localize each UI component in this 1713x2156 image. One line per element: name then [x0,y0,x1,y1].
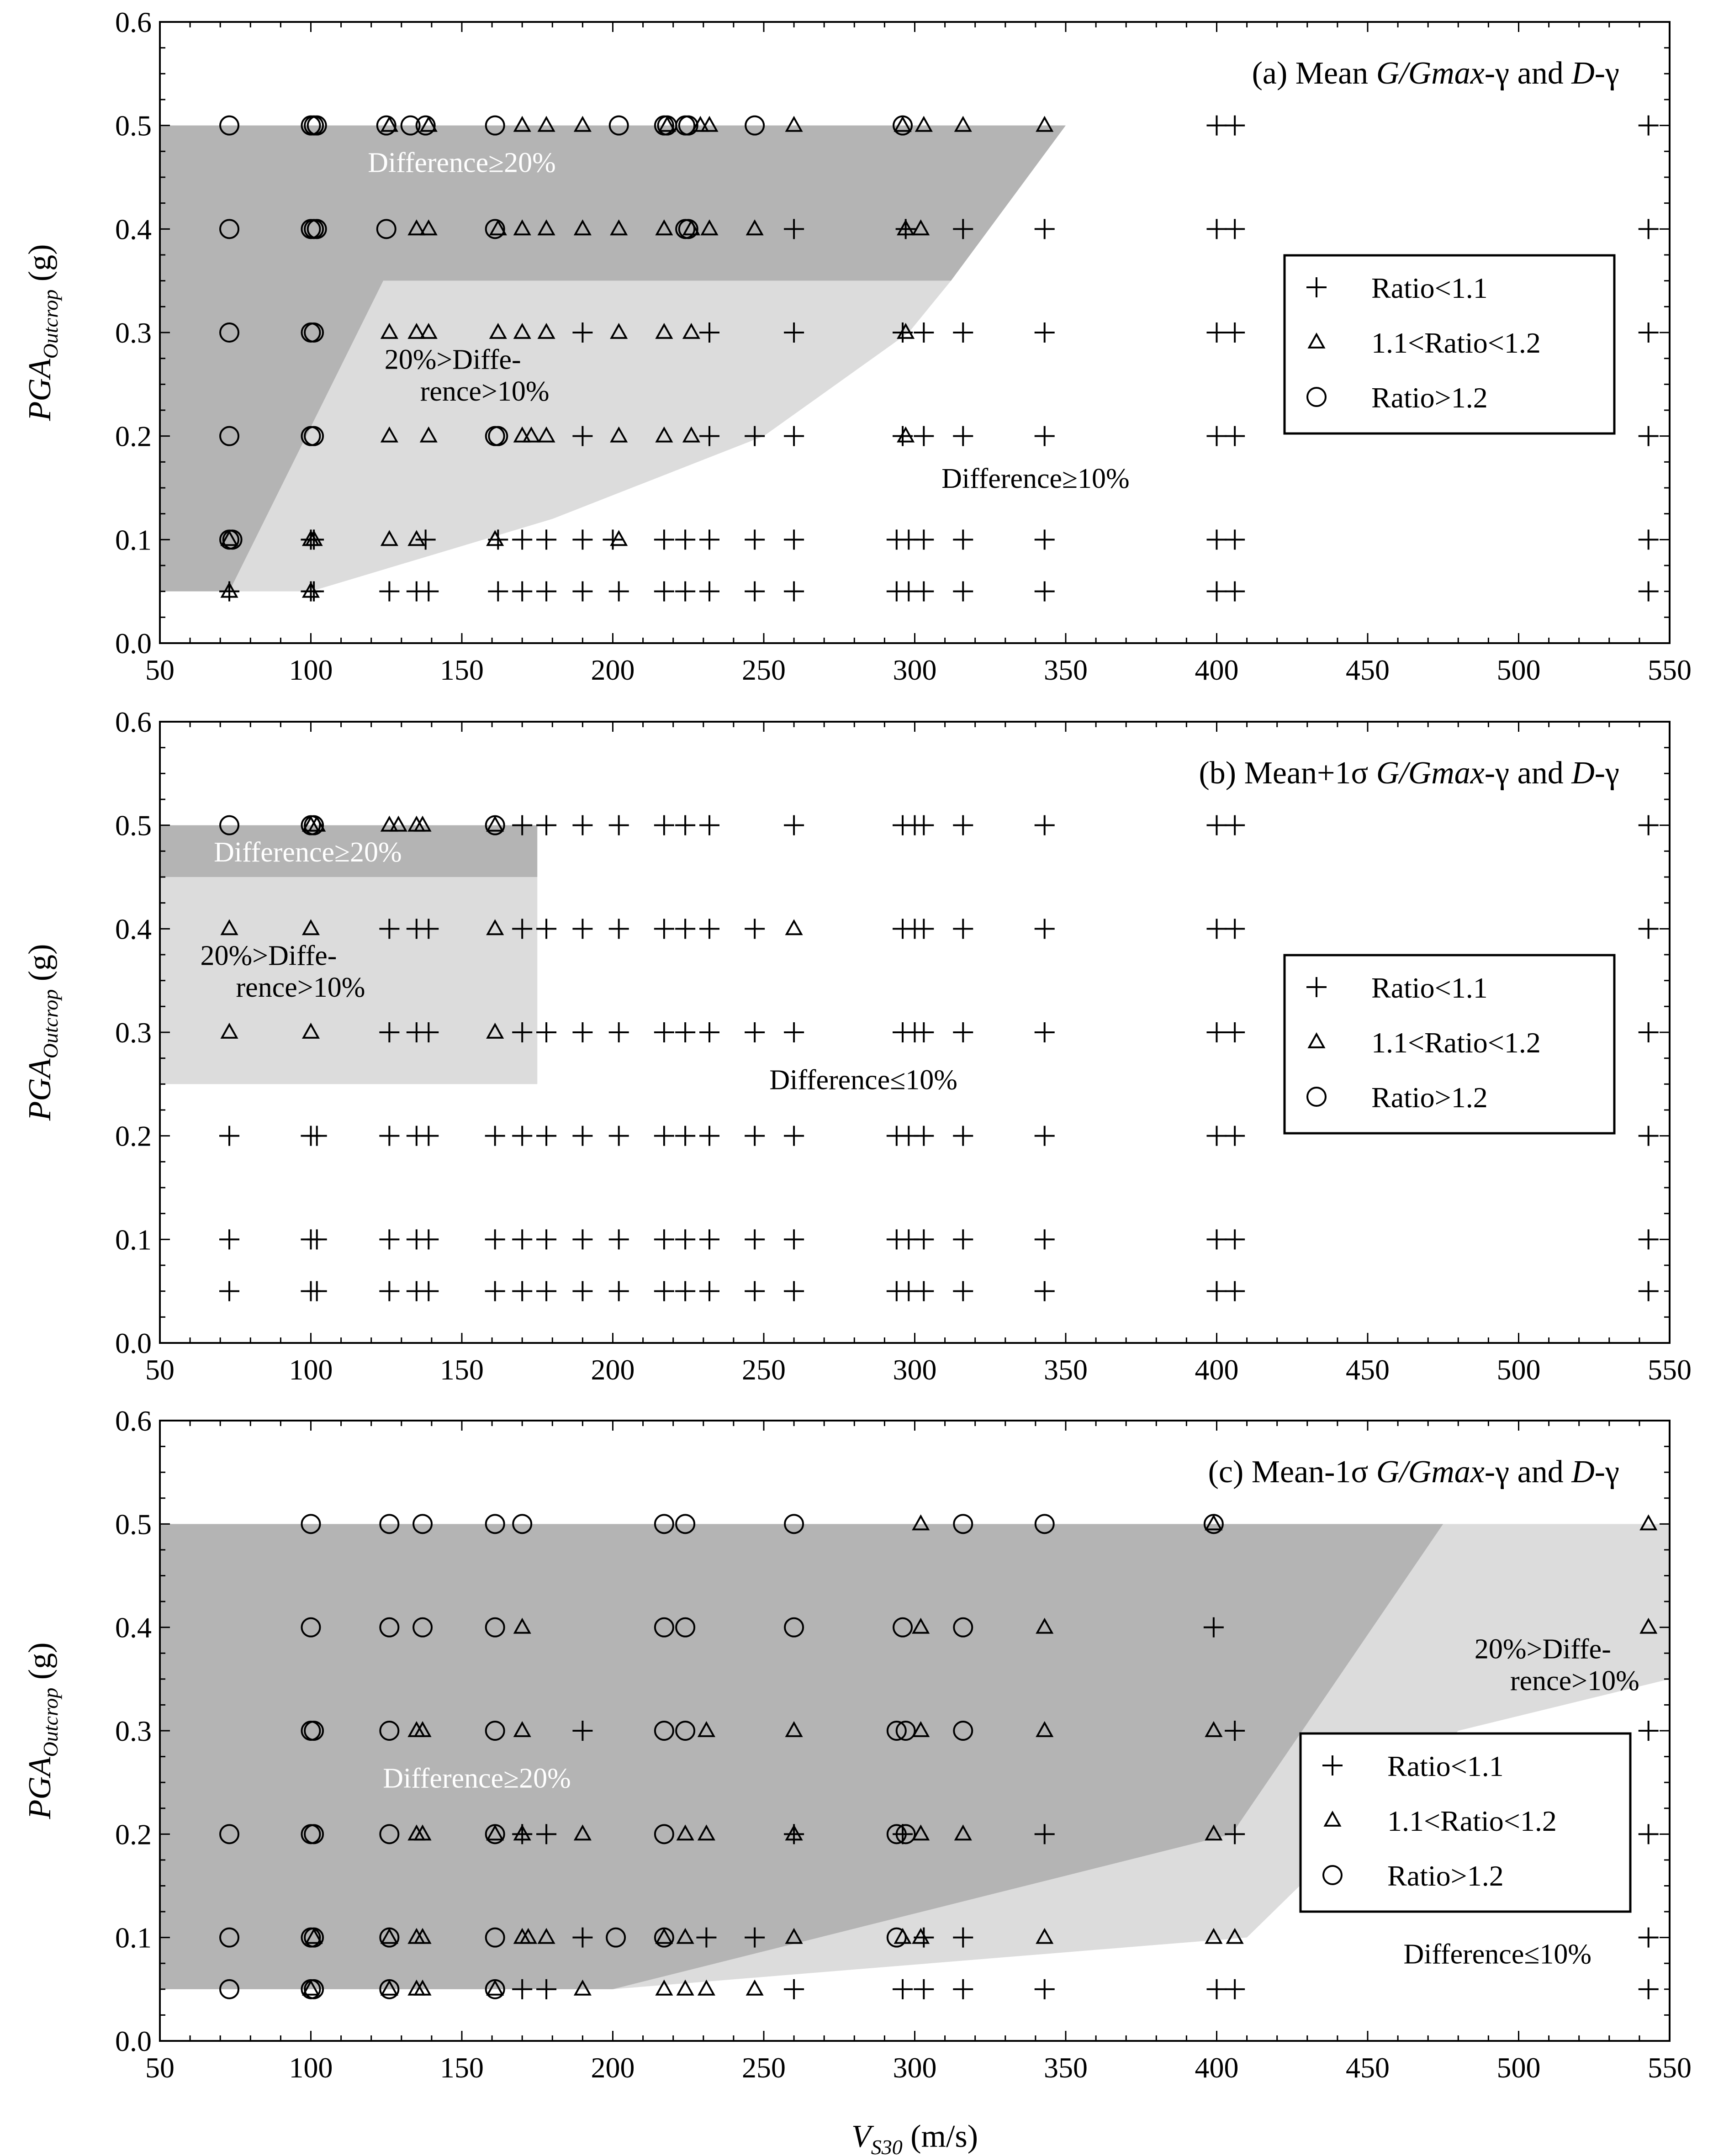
chart-title: (c) Mean-1σ G/Gmax-γ and D-γ [1208,1454,1619,1490]
data-point-plus [1639,116,1659,136]
data-point-plus [893,1979,913,1999]
legend-label: Ratio>1.2 [1371,381,1488,414]
data-point-plus [1207,426,1227,446]
x-tick-label: 550 [1648,1353,1692,1386]
data-point-plus [784,426,804,446]
data-point-plus [1225,815,1245,835]
data-point-plus [379,1281,399,1301]
y-tick-label: 0.4 [115,1611,152,1644]
data-point-plus [699,919,719,939]
data-point-plus [699,815,719,835]
data-point-plus [485,1126,505,1146]
data-point-plus [1639,1281,1659,1301]
data-point-plus [485,1281,505,1301]
region-label: Difference≥20% [214,837,402,868]
data-point-plus [536,1281,556,1301]
data-point-plus [572,1229,592,1249]
y-tick-label: 0.6 [115,1405,152,1437]
data-point-plus [699,1281,719,1301]
data-point-plus [1035,529,1055,550]
data-point-plus [699,1229,719,1249]
x-tick-label: 450 [1346,2051,1390,2084]
region-label: Difference≥20% [368,147,556,179]
data-point-plus [699,1022,719,1042]
region-label: Difference≤10% [1403,1939,1592,1970]
data-point-plus [745,581,765,602]
y-tick-label: 0.5 [115,1508,152,1541]
data-point-plus [654,1229,674,1249]
data-point-plus [654,529,674,550]
data-point-plus [1035,815,1055,835]
data-point-plus [219,1126,239,1146]
data-point-plus [699,1126,719,1146]
data-point-plus [572,581,592,602]
data-point-plus [536,529,556,550]
data-point-plus [654,919,674,939]
data-point-plus [219,1229,239,1249]
x-tick-label: 250 [742,2051,786,2084]
data-point-plus [654,1126,674,1146]
x-tick-label: 250 [742,1353,786,1386]
y-tick-label: 0.2 [115,420,152,453]
x-tick-label: 350 [1044,1353,1088,1386]
data-point-plus [914,581,934,602]
legend [1285,955,1614,1133]
y-axis-label: $PGA_{Outcrop}$ (g) [22,944,62,1121]
y-tick-label: 0.5 [115,809,152,842]
data-point-plus [572,815,592,835]
data-point-plus [953,322,973,343]
data-point-plus [1035,1229,1055,1249]
data-point-plus [1035,322,1055,343]
chart-title: (b) Mean+1σ G/Gmax-γ and D-γ [1199,756,1619,791]
data-point-plus [1639,219,1659,239]
x-tick-label: 500 [1496,1353,1541,1386]
data-point-plus [418,1281,439,1301]
data-point-plus [1207,1229,1227,1249]
y-tick-label: 0.4 [115,913,152,946]
y-tick-label: 0.6 [115,706,152,738]
data-point-plus [1207,815,1227,835]
y-tick-label: 0.3 [115,1016,152,1049]
data-point-plus [1639,1979,1659,1999]
data-point-plus [1225,116,1245,136]
y-tick-label: 0.1 [115,523,152,556]
data-point-plus [1225,1979,1245,1999]
chart-panel-c [22,1405,1692,2084]
data-point-plus [1225,219,1245,239]
data-point-plus [609,1126,629,1146]
data-point-plus [1225,529,1245,550]
data-point-plus [307,1229,327,1249]
data-point-triangle [747,1982,762,1995]
data-point-plus [536,1229,556,1249]
region-label: Difference≥20% [383,1763,571,1794]
legend [1301,1733,1630,1912]
data-point-plus [953,1281,973,1301]
data-point-plus [675,1229,695,1249]
x-tick-label: 200 [591,2051,635,2084]
y-tick-label: 0.3 [115,1715,152,1747]
data-point-plus [953,426,973,446]
data-point-plus [654,1281,674,1301]
y-tick-label: 0.1 [115,1921,152,1954]
legend-label: 1.1<Ratio<1.2 [1371,327,1541,359]
data-point-plus [745,1281,765,1301]
x-tick-label: 400 [1195,1353,1239,1386]
data-point-plus [307,1126,327,1146]
data-point-plus [418,1126,439,1146]
data-point-plus [784,1126,804,1146]
data-point-plus [784,815,804,835]
data-point-plus [1225,322,1245,343]
data-point-plus [1639,1824,1659,1844]
data-point-plus [1639,1721,1659,1741]
region-label: 20%>Diffe-rence>10% [200,940,365,1004]
chart-panel-a [22,6,1692,686]
data-point-plus [745,919,765,939]
data-point-plus [1207,581,1227,602]
region-label: Difference≤10% [769,1064,957,1096]
x-tick-label: 50 [145,1353,174,1386]
x-tick-label: 250 [742,654,786,686]
data-point-plus [1225,1126,1245,1146]
x-tick-label: 350 [1044,654,1088,686]
data-point-plus [675,1126,695,1146]
data-point-plus [1639,322,1659,343]
data-point-plus [1207,1022,1227,1042]
data-point-plus [675,581,695,602]
data-point-plus [699,529,719,550]
x-tick-label: 200 [591,1353,635,1386]
data-point-plus [379,1229,399,1249]
data-point-plus [784,529,804,550]
data-point-plus [1639,581,1659,602]
data-point-plus [1639,426,1659,446]
data-point-plus [953,1022,973,1042]
data-point-plus [1035,1979,1055,1999]
data-point-plus [654,815,674,835]
data-point-plus [1207,1126,1227,1146]
x-tick-label: 350 [1044,2051,1088,2084]
legend-label: Ratio>1.2 [1371,1081,1488,1114]
x-tick-label: 50 [145,654,174,686]
data-point-plus [675,815,695,835]
data-point-plus [609,581,629,602]
data-point-plus [914,1229,934,1249]
data-point-plus [914,529,934,550]
data-point-plus [1035,426,1055,446]
data-point-plus [1035,1281,1055,1301]
data-point-plus [745,1022,765,1042]
y-tick-label: 0.5 [115,109,152,142]
legend-label: Ratio<1.1 [1371,972,1488,1004]
data-point-plus [654,1022,674,1042]
data-point-plus [488,581,508,602]
data-point-plus [572,1281,592,1301]
data-point-plus [745,1126,765,1146]
data-point-plus [699,581,719,602]
data-point-plus [953,1979,973,1999]
data-point-plus [1207,322,1227,343]
data-point-plus [784,1229,804,1249]
x-tick-label: 300 [893,654,937,686]
data-point-plus [914,322,934,343]
y-tick-label: 0.6 [115,6,152,38]
legend-label: 1.1<Ratio<1.2 [1371,1026,1541,1059]
data-point-plus [1225,426,1245,446]
region-label: Difference≥10% [941,463,1130,494]
data-point-plus [953,919,973,939]
x-tick-label: 50 [145,2051,174,2084]
data-point-plus [1207,116,1227,136]
data-point-plus [219,1281,239,1301]
chart-panel-b [22,706,1692,1386]
data-point-plus [1207,219,1227,239]
data-point-plus [1207,529,1227,550]
y-tick-label: 0.0 [115,1327,152,1359]
data-point-plus [784,1022,804,1042]
x-tick-label: 450 [1346,654,1390,686]
data-point-plus [536,1126,556,1146]
y-tick-label: 0.4 [115,213,152,246]
data-point-plus [784,1281,804,1301]
legend-label: Ratio<1.1 [1387,1750,1504,1782]
data-point-plus [1207,1281,1227,1301]
data-point-plus [1035,1126,1055,1146]
x-tick-label: 300 [893,2051,937,2084]
data-point-plus [572,1126,592,1146]
x-tick-label: 550 [1648,654,1692,686]
data-point-plus [1639,815,1659,835]
data-point-plus [893,426,913,446]
data-point-plus [953,1126,973,1146]
data-point-plus [1207,1979,1227,1999]
y-tick-label: 0.1 [115,1223,152,1256]
data-point-plus [1035,581,1055,602]
x-tick-label: 450 [1346,1353,1390,1386]
y-tick-label: 0.2 [115,1818,152,1851]
x-tick-label: 100 [289,1353,333,1386]
data-point-triangle [699,1982,714,1995]
data-point-plus [784,1979,804,1999]
x-tick-label: 150 [440,654,484,686]
data-point-plus [1225,919,1245,939]
data-point-plus [512,1281,532,1301]
data-point-plus [914,1022,934,1042]
x-tick-label: 400 [1195,654,1239,686]
data-point-plus [654,581,674,602]
data-point-plus [745,529,765,550]
x-tick-label: 550 [1648,2051,1692,2084]
data-point-plus [745,1229,765,1249]
data-point-plus [485,1229,505,1249]
data-point-triangle [787,921,801,934]
data-point-plus [675,1022,695,1042]
x-tick-label: 150 [440,2051,484,2084]
legend-label: Ratio<1.1 [1371,272,1488,304]
data-point-plus [1639,1022,1659,1042]
data-point-plus [512,1126,532,1146]
data-point-plus [572,1022,592,1042]
data-point-plus [675,529,695,550]
data-point-plus [1639,1126,1659,1146]
data-point-plus [536,1022,556,1042]
y-tick-label: 0.0 [115,627,152,660]
y-axis-label: $PGA_{Outcrop}$ (g) [22,244,62,421]
data-point-plus [1207,919,1227,939]
data-point-plus [512,529,532,550]
data-point-plus [379,581,399,602]
data-point-plus [418,581,439,602]
data-point-plus [914,919,934,939]
chart-title: (a) Mean G/Gmax-γ and D-γ [1252,56,1619,91]
y-axis-label: $PGA_{Outcrop}$ (g) [22,1642,62,1819]
y-tick-label: 0.3 [115,317,152,349]
data-point-plus [512,581,532,602]
x-axis-label: $V_{S30}$ (m/s) [851,2119,978,2156]
data-point-plus [572,529,592,550]
data-point-plus [609,919,629,939]
data-point-plus [572,919,592,939]
data-point-plus [1225,581,1245,602]
data-point-plus [609,1281,629,1301]
data-point-plus [914,1281,934,1301]
legend-label: Ratio>1.2 [1387,1860,1504,1892]
data-point-plus [675,1281,695,1301]
y-tick-label: 0.2 [115,1120,152,1152]
data-point-plus [307,1281,327,1301]
data-point-plus [1639,1928,1659,1948]
data-point-plus [1035,919,1055,939]
x-tick-label: 100 [289,654,333,686]
data-point-plus [1639,1229,1659,1249]
data-point-plus [1035,1022,1055,1042]
data-point-plus [953,581,973,602]
data-point-plus [609,1229,629,1249]
y-tick-label: 0.0 [115,2025,152,2057]
data-point-plus [512,1229,532,1249]
data-point-plus [914,426,934,446]
data-point-plus [609,1022,629,1042]
data-point-plus [1225,1229,1245,1249]
x-tick-label: 300 [893,1353,937,1386]
data-point-plus [1639,919,1659,939]
data-point-plus [1225,1022,1245,1042]
x-tick-label: 500 [1496,2051,1541,2084]
data-point-plus [536,581,556,602]
data-point-plus [914,1979,934,1999]
data-point-plus [1225,1281,1245,1301]
data-point-plus [784,581,804,602]
data-point-plus [1639,529,1659,550]
data-point-triangle [899,428,913,442]
x-tick-label: 150 [440,1353,484,1386]
data-point-plus [1035,219,1055,239]
data-point-plus [418,1229,439,1249]
data-point-plus [953,1229,973,1249]
data-point-plus [675,919,695,939]
legend-label: 1.1<Ratio<1.2 [1387,1805,1557,1837]
legend [1285,255,1614,433]
data-point-plus [536,815,556,835]
data-point-plus [953,529,973,550]
data-point-plus [379,1126,399,1146]
data-point-plus [536,919,556,939]
x-tick-label: 500 [1496,654,1541,686]
x-tick-label: 400 [1195,2051,1239,2084]
data-point-plus [914,815,934,835]
region-label: 20%>Diffe-rence>10% [384,344,550,407]
x-tick-label: 200 [591,654,635,686]
data-point-plus [609,815,629,835]
data-point-plus [953,815,973,835]
x-tick-label: 100 [289,2051,333,2084]
data-point-plus [914,1126,934,1146]
region-label: 20%>Diffe-rence>10% [1474,1633,1639,1697]
